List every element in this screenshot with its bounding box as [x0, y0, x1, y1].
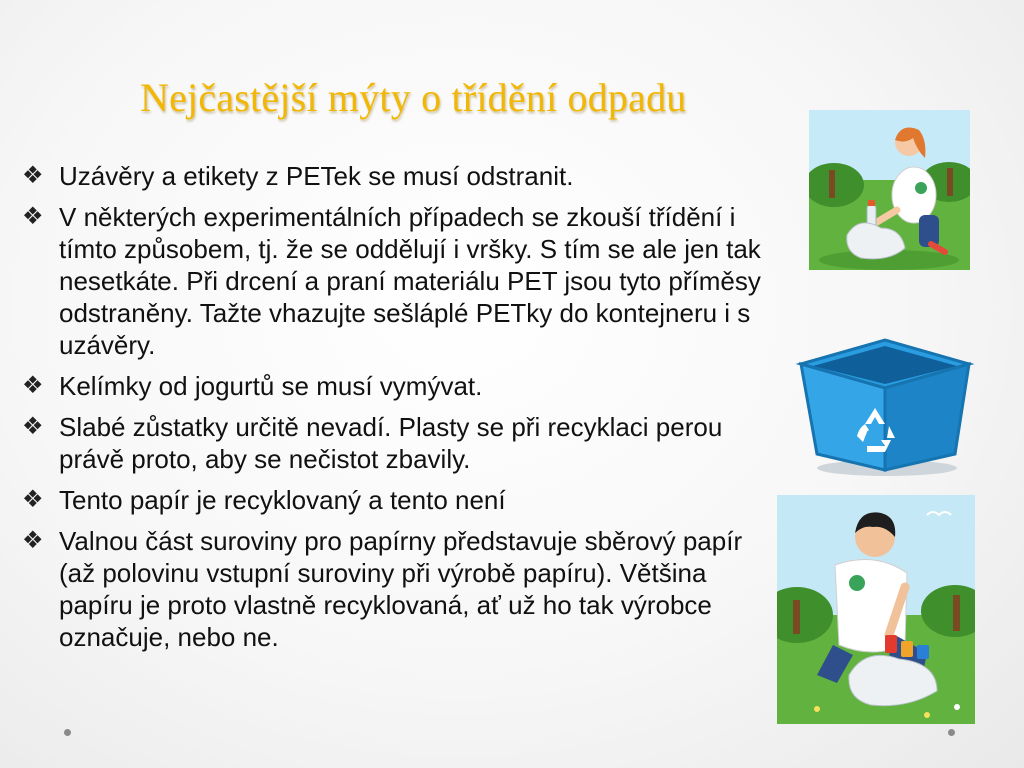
decorative-dot	[948, 729, 955, 736]
bullet-item	[22, 411, 782, 475]
diamond-bullet-icon: ❖	[22, 203, 44, 230]
bullet-list	[22, 160, 782, 662]
bullet-text: Tento papír je recyklovaný a tento není	[59, 485, 506, 515]
diamond-bullet-icon: ❖	[22, 372, 44, 399]
decorative-dot	[64, 729, 71, 736]
diamond-bullet-icon: ❖	[22, 413, 44, 440]
bullet-item	[22, 525, 782, 653]
diamond-bullet-icon: ❖	[22, 527, 44, 554]
blue-recycling-bin-image	[795, 336, 975, 478]
bullet-text: Kelímky od jogurtů se musí vymývat.	[59, 371, 483, 401]
man-collecting-trash-image	[777, 495, 975, 724]
bullet-text: Valnou část suroviny pro papírny představuje sběrový papír (až polovinu vstupní suroviny při výrobě papíru). Většina papíru je proto vlastně recyklovaná, ať už ho tak výrobce označuje, nebo ne.	[59, 526, 743, 652]
bullet-item	[22, 370, 782, 402]
slide-title: Nejčastější mýty o třídění odpadu	[140, 75, 687, 120]
bullet-item	[22, 160, 782, 192]
bullet-item	[22, 201, 782, 361]
woman-picking-up-bottle-image	[809, 110, 970, 270]
diamond-bullet-icon: ❖	[22, 162, 44, 189]
diamond-bullet-icon: ❖	[22, 486, 44, 513]
bullet-text: V některých experimentálních případech se zkouší třídění i tímto způsobem, tj. že se oddělují i vršky. S tím se ale jen tak nesetkáte. Při drcení a praní materiálu PET jsou tyto příměsy odstraněny. Tažte vhazujte sešláplé PETky do kontejneru i s uzávěry.	[59, 202, 761, 360]
bullet-item	[22, 484, 782, 516]
bullet-text: Uzávěry a etikety z PETek se musí odstranit.	[59, 161, 574, 191]
bullet-text: Slabé zůstatky určitě nevadí. Plasty se při recyklaci perou právě proto, aby se nečistot zbavily.	[59, 412, 723, 474]
